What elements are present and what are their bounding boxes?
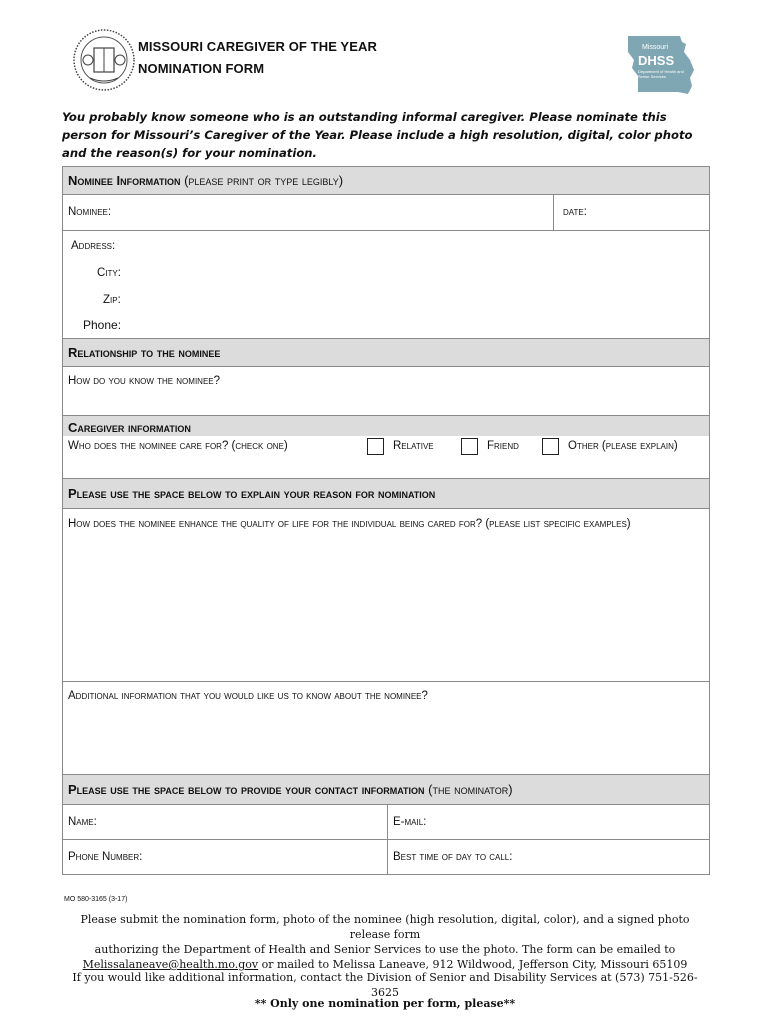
caregiver-spacer	[63, 464, 709, 478]
reason-question: How does the nominee enhance the quality of life for the individual being cared for? (please list specific examples)	[68, 518, 631, 530]
caregiver-options-row	[63, 436, 709, 464]
nominee-section-header	[63, 167, 709, 195]
submission-instructions	[62, 912, 708, 972]
contact-section-note: (the nominator)	[428, 782, 513, 797]
dhss-logo	[624, 34, 696, 96]
relative-option-label: Relative	[393, 440, 434, 452]
caregiver-section-title: Caregiver information	[68, 420, 191, 435]
reason-row	[63, 509, 709, 682]
relationship-question: How do you know the nominee?	[68, 375, 221, 387]
address-label: Address:	[71, 240, 116, 252]
form-number: MO 580-3165 (3-17)	[64, 896, 128, 903]
nominee-name-field[interactable]	[67, 195, 553, 230]
phone-label: Phone:	[83, 318, 122, 332]
email-label: E-mail:	[393, 816, 427, 828]
zip-label: Zip:	[103, 294, 121, 306]
relationship-section-title: Relationship to the nominee	[68, 345, 221, 360]
reason-section-header	[63, 479, 709, 509]
logo-state-text: Missouri	[642, 44, 669, 51]
divider	[553, 195, 554, 230]
relationship-section-header	[63, 339, 709, 367]
nomination-form	[62, 166, 710, 875]
contact-section-header	[63, 775, 709, 805]
instructions-line-2: authorizing the Department of Health and Senior Services to use the photo. The form can be emailed to	[94, 943, 676, 956]
name-label: Name:	[68, 816, 97, 828]
title-line-1: MISSOURI CAREGIVER OF THE YEAR	[138, 39, 377, 54]
logo-abbr-text: DHSS	[638, 53, 675, 68]
caregiver-section	[63, 416, 709, 479]
reason-section-title: Please use the space below to explain your reason for nomination	[68, 486, 436, 501]
divider	[387, 840, 388, 874]
friend-option-label: Friend	[487, 440, 519, 452]
divider	[387, 805, 388, 839]
additional-info-question: Additional information that you would like us to know about the nominee?	[68, 690, 428, 702]
nominee-section-title: Nominee Information	[68, 173, 181, 188]
nominee-label: Nominee:	[68, 206, 112, 218]
reason-textarea[interactable]	[67, 553, 703, 677]
caregiver-section-header	[63, 416, 709, 436]
caregiver-question: Who does the nominee care for? (check one)	[68, 440, 288, 452]
best-time-field[interactable]	[389, 840, 707, 874]
address-fields[interactable]	[193, 235, 693, 335]
city-label: City:	[97, 267, 121, 279]
email-link[interactable]: Melissalaneave@health.mo.gov	[82, 958, 259, 971]
contact-row-2	[63, 840, 709, 874]
contact-section-title: Please use the space below to provide your contact information	[68, 782, 425, 797]
phone-number-label: Phone Number:	[68, 851, 143, 863]
other-option-label: Other (please explain)	[568, 440, 678, 452]
closing-note: ** Only one nomination per form, please**	[254, 997, 516, 1010]
title-line-2: NOMINATION FORM	[138, 61, 265, 76]
name-field[interactable]	[67, 805, 385, 839]
additional-info-row	[63, 682, 709, 775]
relationship-row	[63, 367, 709, 416]
contact-row-1	[63, 805, 709, 840]
relative-checkbox[interactable]	[367, 438, 384, 455]
friend-checkbox[interactable]	[461, 438, 478, 455]
email-field[interactable]	[389, 805, 707, 839]
mailing-address: or mailed to Melissa Laneave, 912 Wildwood, Jefferson City, Missouri 65109	[258, 958, 688, 971]
contact-info: If you would like additional information, contact the Division of Senior and Disability Services at (573) 751-526-3625	[72, 971, 698, 999]
other-checkbox[interactable]	[542, 438, 559, 455]
best-time-label: Best time of day to call:	[393, 851, 513, 863]
phone-number-field[interactable]	[67, 840, 385, 874]
nominee-row	[63, 195, 709, 231]
state-seal-icon	[72, 28, 136, 92]
address-block	[63, 231, 709, 339]
relationship-field[interactable]	[67, 391, 703, 413]
date-field[interactable]	[555, 195, 707, 230]
intro-text: You probably know someone who is an outstanding informal caregiver. Please nominate this person for Missouri’s Caregiver of the Year. Please include a high resolution, digital, color photo and the reason(s) for your nomination.	[62, 110, 693, 160]
additional-info-textarea[interactable]	[67, 708, 703, 770]
form-title	[138, 36, 377, 80]
logo-sub-text: Department of Health and Senior Services	[638, 69, 684, 79]
nominee-section-note: (please print or type legibly)	[184, 173, 344, 188]
instructions-line-1: Please submit the nomination form, photo of the nominee (high resolution, digital, color), and a signed photo release form	[80, 913, 690, 941]
date-label: date:	[563, 206, 587, 218]
